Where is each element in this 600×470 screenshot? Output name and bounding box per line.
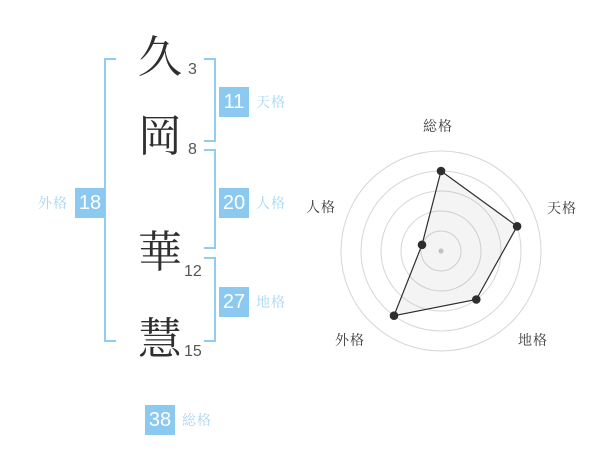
tenkaku-bracket [204,58,216,142]
radar-data-point [418,241,427,250]
name-character-2: 岡 [138,112,182,161]
name-character-1: 久 [138,33,182,82]
stroke-count-4: 15 [184,343,202,360]
radar-axis-label-jinkaku: 人格 [306,199,336,215]
gaikaku-value-badge: 18 [75,188,105,218]
gaikaku-row [38,188,105,218]
chikaku-row [219,287,286,317]
stroke-count-2: 8 [188,141,197,158]
stroke-count-3: 12 [184,263,202,280]
radar-data-point [437,167,446,176]
tenkaku-row [219,87,286,117]
jinkaku-value-badge: 20 [219,188,249,218]
radar-data-point [472,295,481,304]
chikaku-bracket [204,257,216,342]
tenkaku-label: 天格 [256,94,286,110]
jinkaku-bracket [204,149,216,249]
soukaku-value-badge: 38 [145,405,175,435]
gaikaku-label: 外格 [38,195,68,211]
gaikaku-bracket [104,58,116,342]
radar-data-point [513,222,522,231]
chikaku-value-badge: 27 [219,287,249,317]
radar-axis-label-gaikaku: 外格 [335,332,365,348]
radar-chart [336,146,546,356]
chikaku-label: 地格 [256,294,286,310]
jinkaku-row [219,188,286,218]
radar-axis-label-chikaku: 地格 [518,332,548,348]
radar-data-point [390,311,399,320]
name-character-3: 華 [138,228,182,277]
radar-data-polygon [394,171,517,316]
soukaku-label: 総格 [182,412,212,428]
radar-center-dot [438,248,443,253]
tenkaku-value-badge: 11 [219,87,249,117]
stroke-count-1: 3 [188,61,197,78]
name-character-4: 慧 [138,315,182,364]
soukaku-row [145,405,212,435]
radar-axis-label-tenkaku: 天格 [547,200,577,216]
jinkaku-label: 人格 [256,195,286,211]
radar-axis-label-soukaku: 総格 [423,118,453,134]
